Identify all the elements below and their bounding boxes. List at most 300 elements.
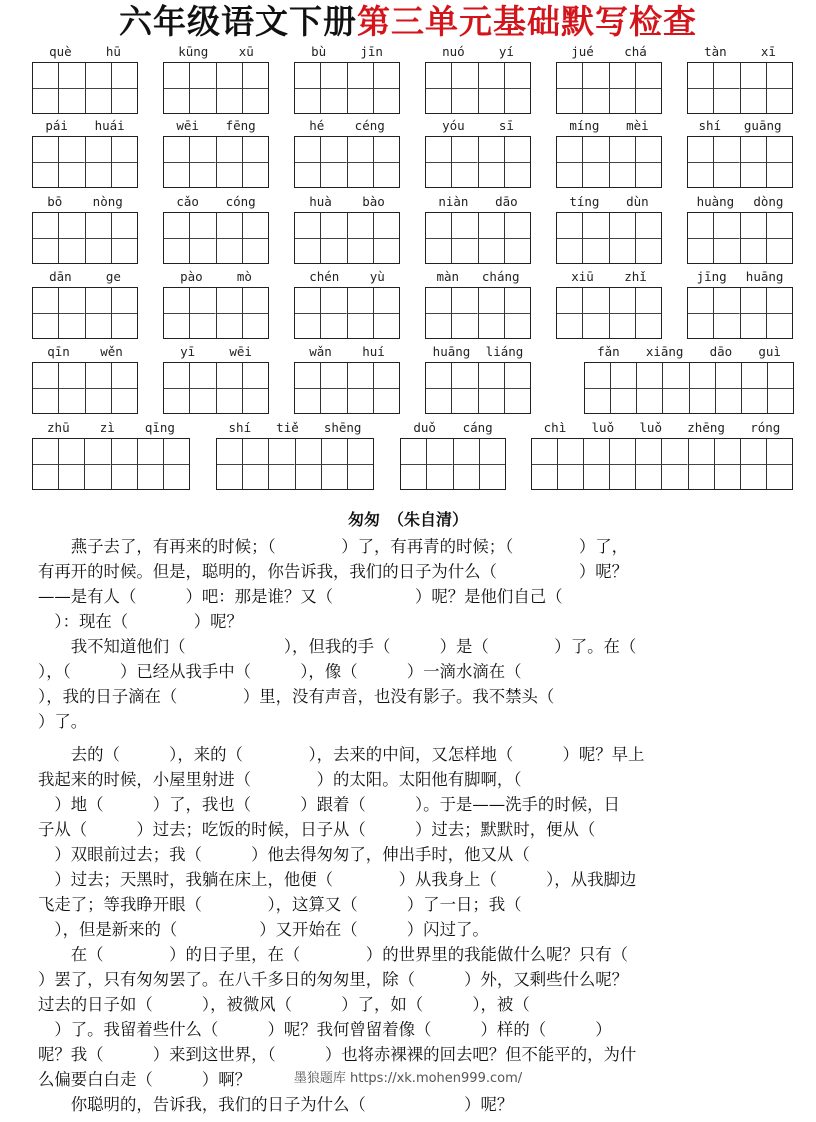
pinyin-label <box>163 43 269 61</box>
writing-box[interactable] <box>216 438 374 490</box>
pinyin-syllable: guāng <box>743 118 782 133</box>
poem-line: 飞走了；等我睁开眼（ ），这算又（ ）了一日；我（ <box>38 895 522 914</box>
writing-cell[interactable] <box>636 288 661 338</box>
writing-cell[interactable] <box>33 363 59 413</box>
writing-cell[interactable] <box>321 213 347 263</box>
pinyin-syllable: huāng <box>745 269 784 284</box>
writing-box[interactable] <box>294 62 400 114</box>
pinyin-syllable: xū <box>238 44 254 59</box>
writing-cell[interactable] <box>243 137 268 187</box>
writing-cell[interactable] <box>112 137 137 187</box>
writing-cell[interactable] <box>112 288 137 338</box>
writing-cell[interactable] <box>505 288 530 338</box>
writing-cell[interactable] <box>217 137 243 187</box>
poem-line: ——是有人（ ）吧：那是谁？又（ ）呢？是他们自己（ <box>38 587 563 606</box>
writing-box[interactable] <box>687 287 793 339</box>
writing-cell[interactable] <box>716 363 742 413</box>
writing-cell[interactable] <box>741 439 767 489</box>
writing-cell[interactable] <box>714 63 740 113</box>
writing-cell[interactable] <box>321 288 347 338</box>
writing-cell[interactable] <box>480 439 505 489</box>
writing-box[interactable] <box>294 136 400 188</box>
writing-cell[interactable] <box>426 363 452 413</box>
writing-cell[interactable] <box>112 439 138 489</box>
writing-cell[interactable] <box>86 288 112 338</box>
writing-cell[interactable] <box>637 363 663 413</box>
pinyin-syllable: míng <box>569 118 600 133</box>
writing-cell[interactable] <box>374 363 399 413</box>
pinyin-syllable: què <box>49 44 72 59</box>
poem-line: 在（ ）的日子里，在（ ）的世界里的我能做什么呢？只有（ <box>38 945 629 964</box>
pinyin-label <box>687 193 793 211</box>
writing-cell[interactable] <box>33 137 59 187</box>
writing-cell[interactable] <box>85 439 111 489</box>
writing-cell[interactable] <box>636 439 662 489</box>
pinyin-syllable: sī <box>498 118 514 133</box>
writing-box[interactable] <box>556 62 662 114</box>
writing-cell[interactable] <box>505 137 530 187</box>
pinyin-syllable: bào <box>362 194 385 209</box>
pinyin-syllable: fǎn <box>597 344 620 359</box>
writing-cell[interactable] <box>59 213 85 263</box>
pinyin-syllable: shēng <box>323 420 362 435</box>
writing-cell[interactable] <box>452 63 478 113</box>
writing-cell[interactable] <box>295 288 321 338</box>
pinyin-syllable: dān <box>49 269 72 284</box>
poem-line: ）：现在（ ）呢？ <box>38 612 243 631</box>
writing-cell[interactable] <box>426 288 452 338</box>
writing-cell[interactable] <box>557 63 583 113</box>
writing-cell[interactable] <box>217 213 243 263</box>
writing-cell[interactable] <box>741 137 767 187</box>
writing-cell[interactable] <box>348 439 373 489</box>
writing-cell[interactable] <box>479 63 505 113</box>
writing-cell[interactable] <box>138 439 164 489</box>
writing-box[interactable] <box>425 287 531 339</box>
pinyin-syllable: ge <box>105 269 121 284</box>
writing-cell[interactable] <box>662 439 688 489</box>
writing-cell[interactable] <box>690 363 716 413</box>
writing-box[interactable] <box>32 62 138 114</box>
writing-cell[interactable] <box>190 63 216 113</box>
pinyin-syllable: liáng <box>485 344 524 359</box>
pinyin-label <box>687 268 793 286</box>
writing-cell[interactable] <box>243 63 268 113</box>
writing-cell[interactable] <box>374 137 399 187</box>
writing-cell[interactable] <box>585 363 611 413</box>
poem-title: 匆匆 （朱自清） <box>347 510 468 529</box>
pinyin-syllable: hū <box>105 44 121 59</box>
pinyin-syllable: luǒ <box>591 420 615 435</box>
writing-cell[interactable] <box>374 213 399 263</box>
pinyin-label <box>425 117 531 135</box>
writing-cell[interactable] <box>689 439 715 489</box>
writing-cell[interactable] <box>742 363 768 413</box>
poem-line: ），但是新来的（ ）又开始在（ ）闪过了。 <box>38 920 489 939</box>
pinyin-syllable: dāo <box>495 194 518 209</box>
pinyin-label <box>163 268 269 286</box>
poem-line: 过去的日子如（ ），被微风（ ）了，如（ ），被（ <box>38 995 530 1014</box>
writing-box[interactable] <box>163 287 269 339</box>
writing-cell[interactable] <box>321 137 347 187</box>
pinyin-syllable: yóu <box>442 118 465 133</box>
writing-box[interactable] <box>425 212 531 264</box>
writing-cell[interactable] <box>296 439 322 489</box>
pinyin-syllable: màn <box>436 269 460 284</box>
writing-cell[interactable] <box>59 363 85 413</box>
writing-box[interactable] <box>294 287 400 339</box>
pinyin-label <box>294 343 400 361</box>
writing-cell[interactable] <box>59 137 85 187</box>
writing-cell[interactable] <box>426 213 452 263</box>
pinyin-syllable: huāng <box>432 344 471 359</box>
writing-cell[interactable] <box>164 363 190 413</box>
writing-cell[interactable] <box>348 137 374 187</box>
pinyin-label <box>216 419 374 437</box>
pinyin-syllable: pái <box>45 118 68 133</box>
writing-cell[interactable] <box>768 363 793 413</box>
pinyin-syllable: duǒ <box>413 420 436 435</box>
writing-cell[interactable] <box>348 288 374 338</box>
writing-cell[interactable] <box>741 213 767 263</box>
writing-cell[interactable] <box>688 288 714 338</box>
writing-cell[interactable] <box>452 288 478 338</box>
pinyin-syllable: pào <box>180 269 203 284</box>
writing-cell[interactable] <box>583 63 609 113</box>
writing-cell[interactable] <box>558 439 584 489</box>
writing-cell[interactable] <box>557 213 583 263</box>
pinyin-syllable: shí <box>228 420 252 435</box>
writing-cell[interactable] <box>557 137 583 187</box>
pinyin-syllable: tíng <box>569 194 600 209</box>
writing-box[interactable] <box>687 212 793 264</box>
writing-cell[interactable] <box>426 63 452 113</box>
writing-cell[interactable] <box>321 363 347 413</box>
writing-cell[interactable] <box>767 439 792 489</box>
poem-line: ）罢了，只有匆匆罢了。在八千多日的匆匆里，除（ ）外，又剩些什么呢？ <box>38 970 629 989</box>
writing-cell[interactable] <box>243 288 268 338</box>
pinyin-syllable: chì <box>543 420 567 435</box>
pinyin-syllable: yī <box>180 344 196 359</box>
writing-cell[interactable] <box>767 137 792 187</box>
pinyin-label <box>163 343 269 361</box>
writing-cell[interactable] <box>164 137 190 187</box>
writing-box[interactable] <box>556 212 662 264</box>
writing-cell[interactable] <box>688 213 714 263</box>
pinyin-label <box>687 117 793 135</box>
writing-cell[interactable] <box>164 63 190 113</box>
writing-cell[interactable] <box>33 213 59 263</box>
pinyin-syllable: cóng <box>225 194 256 209</box>
pinyin-syllable: jīng <box>696 269 727 284</box>
pinyin-syllable: wēi <box>176 118 199 133</box>
pinyin-syllable: wǎn <box>309 344 332 359</box>
writing-cell[interactable] <box>479 363 505 413</box>
writing-cell[interactable] <box>321 63 347 113</box>
writing-cell[interactable] <box>767 288 792 338</box>
writing-cell[interactable] <box>583 137 609 187</box>
pinyin-label <box>294 268 400 286</box>
writing-cell[interactable] <box>505 213 530 263</box>
poem-line: ），（ ）已经从我手中（ ），像（ ）一滴水滴在（ <box>38 662 522 681</box>
writing-cell[interactable] <box>479 213 505 263</box>
poem-line: ）过去；天黑时，我躺在床上，他便（ ）从我身上（ ），从我脚边 <box>38 870 637 889</box>
pinyin-syllable: huái <box>94 118 125 133</box>
writing-cell[interactable] <box>610 213 636 263</box>
pinyin-syllable: shí <box>698 118 722 133</box>
writing-cell[interactable] <box>610 288 636 338</box>
writing-cell[interactable] <box>454 439 480 489</box>
pinyin-label <box>584 343 794 361</box>
pinyin-syllable: niàn <box>438 194 469 209</box>
writing-cell[interactable] <box>741 288 767 338</box>
writing-cell[interactable] <box>86 213 112 263</box>
writing-cell[interactable] <box>636 63 661 113</box>
pinyin-syllable: bù <box>311 44 327 59</box>
writing-cell[interactable] <box>243 439 269 489</box>
poem-line: 呢？我（ ）来到这世界，（ ）也将赤裸裸的回去吧？但不能平的，为什 <box>38 1045 637 1064</box>
poem-line: 我起来的时候，小屋里射进（ ）的太阳。太阳他有脚啊，（ <box>38 770 522 789</box>
writing-cell[interactable] <box>295 137 321 187</box>
pinyin-label <box>32 43 138 61</box>
pinyin-label <box>32 268 138 286</box>
watermark: 墨狼题库 https://xk.mohen999.com/ <box>293 1071 523 1086</box>
poem-line: ），我的日子滴在（ ）里，没有声音，也没有影子。我不禁头（ <box>38 687 555 706</box>
writing-cell[interactable] <box>741 63 767 113</box>
writing-box[interactable] <box>163 136 269 188</box>
pinyin-syllable: zì <box>99 420 115 435</box>
writing-box[interactable] <box>163 362 269 414</box>
writing-cell[interactable] <box>479 288 505 338</box>
pinyin-label <box>531 419 793 437</box>
poem-line: 去的（ ），来的（ ），去来的中间，又怎样地（ ）呢？早上 <box>38 745 645 764</box>
pinyin-syllable: hé <box>309 118 325 133</box>
writing-cell[interactable] <box>532 439 558 489</box>
writing-cell[interactable] <box>610 439 636 489</box>
worksheet-title <box>0 0 816 46</box>
writing-cell[interactable] <box>374 288 399 338</box>
writing-cell[interactable] <box>190 363 216 413</box>
writing-cell[interactable] <box>505 63 530 113</box>
pinyin-label <box>400 419 506 437</box>
pinyin-label <box>294 43 400 61</box>
writing-cell[interactable] <box>401 439 427 489</box>
writing-cell[interactable] <box>269 439 295 489</box>
writing-box[interactable] <box>425 62 531 114</box>
writing-box[interactable] <box>32 287 138 339</box>
writing-cell[interactable] <box>33 288 59 338</box>
pinyin-syllable: yù <box>369 269 385 284</box>
writing-cell[interactable] <box>452 137 478 187</box>
writing-cell[interactable] <box>714 137 740 187</box>
poem-line: 么偏要白白走（ ）啊？ <box>38 1070 252 1089</box>
writing-cell[interactable] <box>217 439 243 489</box>
pinyin-syllable: xī <box>760 44 776 59</box>
pinyin-label <box>556 117 662 135</box>
pinyin-syllable: wěn <box>100 344 123 359</box>
writing-cell[interactable] <box>59 288 85 338</box>
writing-cell[interactable] <box>663 363 689 413</box>
pinyin-syllable: céng <box>354 118 385 133</box>
writing-cell[interactable] <box>164 288 190 338</box>
pinyin-syllable: zhǐ <box>624 269 647 284</box>
pinyin-label <box>32 117 138 135</box>
writing-cell[interactable] <box>636 137 661 187</box>
pinyin-syllable: nòng <box>92 194 123 209</box>
pinyin-label <box>425 343 531 361</box>
writing-cell[interactable] <box>479 137 505 187</box>
writing-cell[interactable] <box>611 363 637 413</box>
writing-cell[interactable] <box>112 63 137 113</box>
poem-line: ）了。我留着些什么（ ）呢？我何曾留着像（ ）样的（ ） <box>38 1020 612 1039</box>
writing-box[interactable] <box>32 136 138 188</box>
writing-box[interactable] <box>531 438 793 490</box>
pinyin-syllable: huà <box>309 194 332 209</box>
writing-cell[interactable] <box>33 63 59 113</box>
pinyin-syllable: xiū <box>571 269 594 284</box>
writing-cell[interactable] <box>164 213 190 263</box>
writing-cell[interactable] <box>426 137 452 187</box>
writing-cell[interactable] <box>714 288 740 338</box>
pinyin-syllable: yí <box>498 44 514 59</box>
pinyin-label <box>425 43 531 61</box>
writing-cell[interactable] <box>610 63 636 113</box>
writing-cell[interactable] <box>59 439 85 489</box>
writing-box[interactable] <box>425 136 531 188</box>
writing-cell[interactable] <box>217 288 243 338</box>
writing-cell[interactable] <box>243 213 268 263</box>
poem-line: ）地（ ）了，我也（ ）跟着（ ）。于是——洗手的时候，日 <box>38 795 620 814</box>
pinyin-label <box>32 193 138 211</box>
poem-line: 燕子去了，有再来的时候；（ ）了，有再青的时候；（ ）了， <box>38 537 629 556</box>
writing-cell[interactable] <box>583 288 609 338</box>
writing-cell[interactable] <box>714 213 740 263</box>
writing-cell[interactable] <box>217 63 243 113</box>
writing-box[interactable] <box>425 362 531 414</box>
writing-cell[interactable] <box>190 288 216 338</box>
writing-cell[interactable] <box>557 288 583 338</box>
writing-cell[interactable] <box>86 63 112 113</box>
writing-cell[interactable] <box>348 363 374 413</box>
pinyin-label <box>556 268 662 286</box>
pinyin-syllable: róng <box>750 420 781 435</box>
writing-cell[interactable] <box>715 439 741 489</box>
writing-cell[interactable] <box>59 63 85 113</box>
poem-line: 我不知道他们（ ），但我的手（ ）是（ ）了。在（ <box>38 637 637 656</box>
writing-cell[interactable] <box>190 137 216 187</box>
writing-cell[interactable] <box>505 363 530 413</box>
pinyin-syllable: huàng <box>696 194 735 209</box>
pinyin-syllable: qīng <box>144 420 175 435</box>
writing-box[interactable] <box>556 287 662 339</box>
writing-cell[interactable] <box>164 439 189 489</box>
pinyin-syllable: fēng <box>225 118 256 133</box>
writing-cell[interactable] <box>112 363 137 413</box>
writing-cell[interactable] <box>452 213 478 263</box>
pinyin-syllable: luǒ <box>639 420 662 435</box>
pinyin-label <box>163 193 269 211</box>
writing-box[interactable] <box>687 136 793 188</box>
writing-cell[interactable] <box>112 213 137 263</box>
poem-line: 有再开的时候。但是，聪明的，你告诉我，我们的日子为什么（ ）呢？ <box>38 562 629 581</box>
writing-box[interactable] <box>400 438 506 490</box>
writing-box[interactable] <box>294 212 400 264</box>
pinyin-label <box>556 193 662 211</box>
pinyin-label <box>425 193 531 211</box>
pinyin-syllable: xiāng <box>645 344 684 359</box>
pinyin-syllable: huí <box>362 344 385 359</box>
writing-box[interactable] <box>584 362 794 414</box>
pinyin-syllable: cháng <box>481 269 520 284</box>
writing-cell[interactable] <box>322 439 348 489</box>
writing-cell[interactable] <box>610 137 636 187</box>
pinyin-syllable: tàn <box>704 44 727 59</box>
pinyin-syllable: cǎo <box>176 194 199 209</box>
writing-cell[interactable] <box>190 213 216 263</box>
writing-cell[interactable] <box>217 363 243 413</box>
pinyin-syllable: zhū <box>47 420 70 435</box>
pinyin-label <box>32 419 190 437</box>
pinyin-syllable: jué <box>571 44 594 59</box>
pinyin-syllable: chén <box>309 269 340 284</box>
writing-box[interactable] <box>32 438 190 490</box>
poem-line: 子从（ ）过去；吃饭的时候，日子从（ ）过去；默默时，便从（ <box>38 820 596 839</box>
writing-box[interactable] <box>294 362 400 414</box>
writing-cell[interactable] <box>86 137 112 187</box>
pinyin-syllable: guì <box>758 344 781 359</box>
pinyin-label <box>425 268 531 286</box>
pinyin-syllable: cáng <box>462 420 493 435</box>
writing-cell[interactable] <box>767 213 792 263</box>
writing-box[interactable] <box>163 62 269 114</box>
writing-cell[interactable] <box>452 363 478 413</box>
pinyin-syllable: wēi <box>229 344 252 359</box>
pinyin-label <box>294 117 400 135</box>
writing-cell[interactable] <box>688 63 714 113</box>
writing-cell[interactable] <box>348 63 374 113</box>
writing-box[interactable] <box>163 212 269 264</box>
pinyin-syllable: tiě <box>276 420 299 435</box>
pinyin-syllable: dùn <box>626 194 649 209</box>
pinyin-syllable: qīn <box>47 344 70 359</box>
writing-box[interactable] <box>32 362 138 414</box>
writing-cell[interactable] <box>584 439 610 489</box>
writing-cell[interactable] <box>33 439 59 489</box>
poem-line: ）了。 <box>38 712 88 731</box>
writing-box[interactable] <box>687 62 793 114</box>
writing-box[interactable] <box>556 136 662 188</box>
writing-cell[interactable] <box>427 439 453 489</box>
pinyin-syllable: dāo <box>709 344 733 359</box>
writing-cell[interactable] <box>374 63 399 113</box>
writing-cell[interactable] <box>295 213 321 263</box>
pinyin-label <box>163 117 269 135</box>
title-unit: 第三单元基础默写检查 <box>357 2 697 41</box>
writing-cell[interactable] <box>295 363 321 413</box>
writing-cell[interactable] <box>348 213 374 263</box>
writing-cell[interactable] <box>767 63 792 113</box>
writing-cell[interactable] <box>688 137 714 187</box>
writing-cell[interactable] <box>243 363 268 413</box>
pinyin-syllable: jīn <box>360 44 383 59</box>
writing-cell[interactable] <box>295 63 321 113</box>
pinyin-syllable: mò <box>236 269 252 284</box>
pinyin-label <box>32 343 138 361</box>
writing-cell[interactable] <box>86 363 112 413</box>
writing-cell[interactable] <box>583 213 609 263</box>
writing-box[interactable] <box>32 212 138 264</box>
writing-cell[interactable] <box>636 213 661 263</box>
